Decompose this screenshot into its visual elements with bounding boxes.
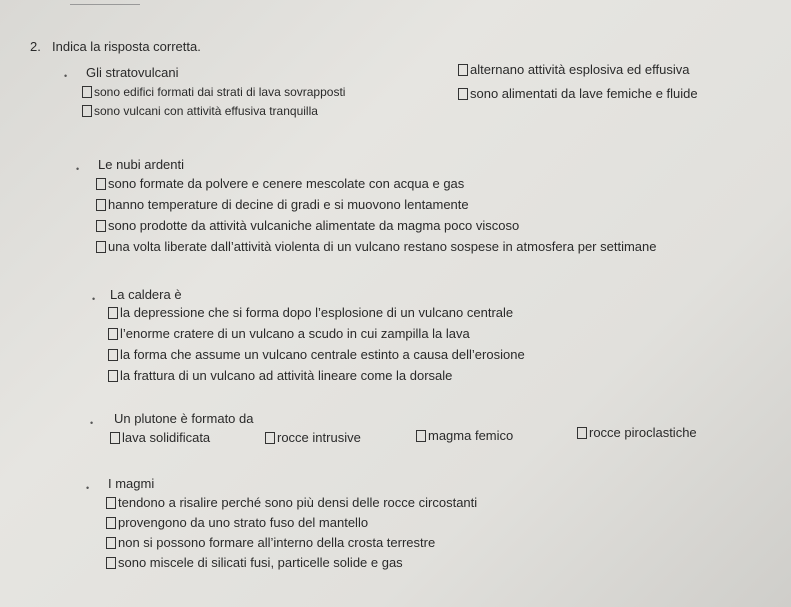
bullet-mark: • <box>76 164 80 174</box>
checkbox[interactable] <box>82 86 92 98</box>
checkbox[interactable] <box>577 427 587 439</box>
checkbox[interactable] <box>82 105 92 117</box>
section-4-stem: Un plutone è formato da <box>114 411 254 426</box>
section-2-stem: Le nubi ardenti <box>98 157 185 172</box>
section-2-option-1[interactable]: sono formate da polvere e cenere mescolate con acqua e gas <box>96 176 464 192</box>
checkbox[interactable] <box>416 430 426 442</box>
bullet-mark: • <box>64 71 68 81</box>
checkbox[interactable] <box>110 432 120 444</box>
section-4-option-3[interactable]: magma femico <box>416 428 513 444</box>
section-1-option-2[interactable]: alternano attività esplosiva ed effusiva <box>458 62 689 78</box>
section-4-option-2[interactable]: rocce intrusive <box>265 430 361 446</box>
section-1-option-1[interactable]: sono edifici formati dai strati di lava sovrapposti <box>82 84 345 100</box>
checkbox[interactable] <box>96 178 106 190</box>
checkbox[interactable] <box>106 557 116 569</box>
bullet-mark: • <box>86 483 90 493</box>
section-1-option-3[interactable]: sono vulcani con attività effusiva tranquilla <box>82 103 318 119</box>
section-5-stem: I magmi <box>108 476 155 491</box>
section-5-option-1[interactable]: tendono a risalire perché sono più densi delle rocce circostanti <box>106 495 477 511</box>
checkbox[interactable] <box>265 432 275 444</box>
checkbox[interactable] <box>106 537 116 549</box>
section-3-stem: La caldera è <box>110 287 182 302</box>
section-1-stem: Gli stratovulcani <box>86 65 179 80</box>
checkbox[interactable] <box>106 517 116 529</box>
checkbox[interactable] <box>108 307 118 319</box>
checkbox[interactable] <box>96 220 106 232</box>
section-3-option-2[interactable]: l’enorme cratere di un vulcano a scudo in cui zampilla la lava <box>108 326 470 342</box>
checkbox[interactable] <box>458 88 468 100</box>
section-2-option-4[interactable]: una volta liberate dall’attività violenta di un vulcano restano sospese in atmosfera per settimane <box>96 239 656 255</box>
checkbox[interactable] <box>96 199 106 211</box>
section-1-option-4[interactable]: sono alimentati da lave femiche e fluide <box>458 86 698 102</box>
section-3-option-1[interactable]: la depressione che si forma dopo l’esplosione di un vulcano centrale <box>108 305 513 321</box>
section-4-option-4[interactable]: rocce piroclastiche <box>577 425 697 441</box>
section-3-option-4[interactable]: la frattura di un vulcano ad attività lineare come la dorsale <box>108 368 452 384</box>
section-4-option-1[interactable]: lava solidificata <box>110 430 210 446</box>
checkbox[interactable] <box>458 64 468 76</box>
section-2-option-3[interactable]: sono prodotte da attività vulcaniche alimentate da magma poco viscoso <box>96 218 519 234</box>
section-3-option-3[interactable]: la forma che assume un vulcano centrale estinto a causa dell’erosione <box>108 347 525 363</box>
top-rule <box>70 4 140 5</box>
checkbox[interactable] <box>106 497 116 509</box>
checkbox[interactable] <box>108 349 118 361</box>
bullet-mark: • <box>90 418 94 428</box>
section-2-option-2[interactable]: hanno temperature di decine di gradi e si muovono lentamente <box>96 197 469 213</box>
checkbox[interactable] <box>108 370 118 382</box>
bullet-mark: • <box>92 294 96 304</box>
section-5-option-3[interactable]: non si possono formare all’interno della crosta terrestre <box>106 535 435 551</box>
question-prompt: Indica la risposta corretta. <box>52 39 201 54</box>
section-5-option-4[interactable]: sono miscele di silicati fusi, particelle solide e gas <box>106 555 403 571</box>
section-5-option-2[interactable]: provengono da uno strato fuso del mantello <box>106 515 368 531</box>
checkbox[interactable] <box>96 241 106 253</box>
checkbox[interactable] <box>108 328 118 340</box>
question-number: 2. <box>30 39 41 54</box>
